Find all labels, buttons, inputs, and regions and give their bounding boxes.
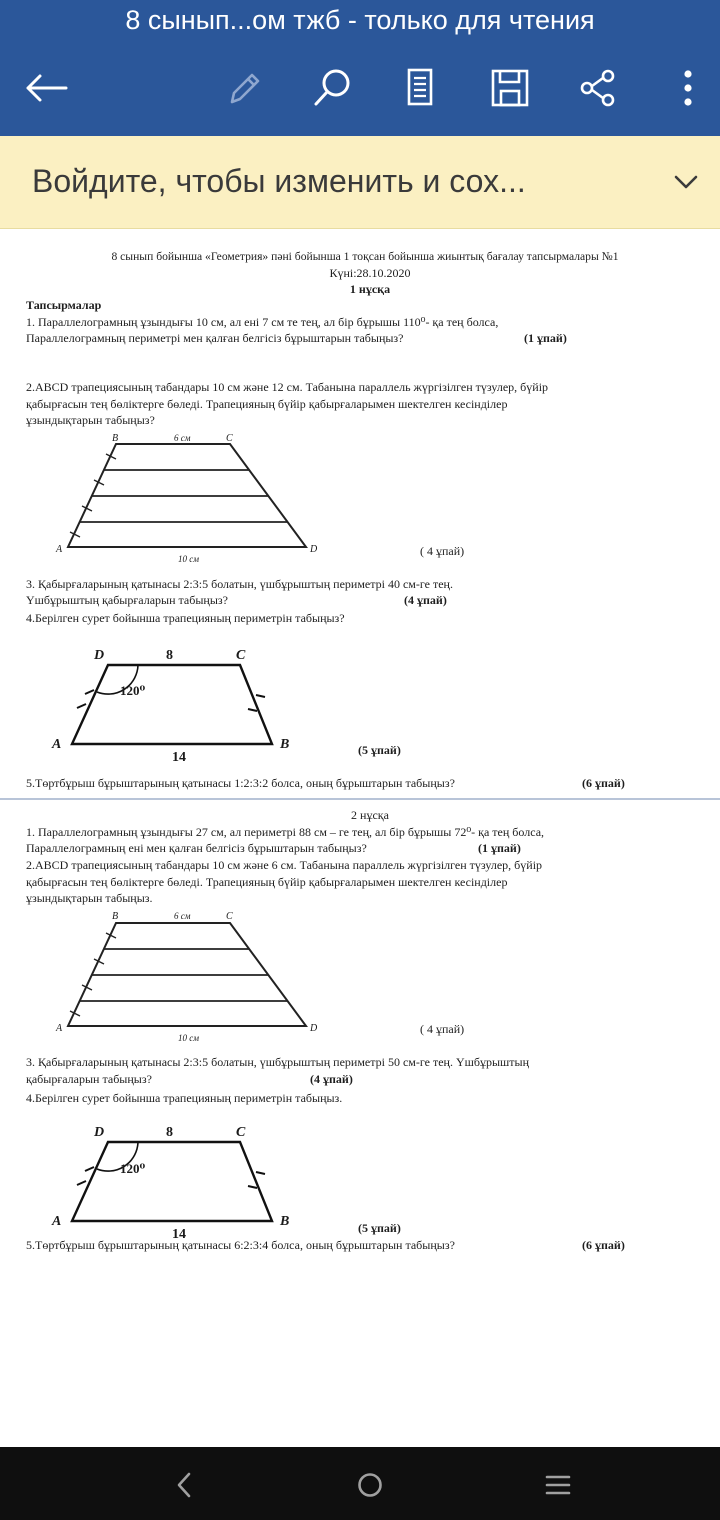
v2-fig2-label-c: C [236,1125,246,1140]
v1-q2-line2: қабырғасын тең бөліктерге бөледі. Трапецияның бүйір қабырғаларымен шектелген кесінділер [26,397,508,411]
reading-view-icon[interactable] [394,62,446,114]
v2-q3-line2: қабырғаларын табыңыз? [26,1072,152,1086]
v1-fig1-label-d: D [310,544,318,555]
v2-fig1-bottom-base: 10 см [178,1033,199,1043]
system-nav-bar [0,1447,720,1520]
v1-q1-line2: Параллелограмның периметрі мен қалған белгісіз бұрыштарын табыңыз? [26,331,404,345]
v1-q1-line1: 1. Параллелограмның ұзындығы 10 см, ал ені 7 см те тең, ал бір бұрышы 110⁰- қа тең болса, [26,315,499,329]
sign-in-banner[interactable] [0,136,720,229]
v1-q3-points: (4 ұпай) [404,593,447,607]
v1-q4-points: (5 ұпай) [358,743,401,757]
v1-q2-line3: ұзындықтарын табыңыз? [26,413,155,427]
pencil-icon [218,62,270,114]
v1-fig1-label-c: C [226,433,233,444]
v2-fig1-label-a: A [56,1023,63,1034]
v1-q5: 5.Төртбұрыш бұрыштарының қатынасы 1:2:3:2 болса, оның бұрыштарын табыңыз? [26,776,455,790]
v1-fig2-label-c: C [236,648,246,663]
nav-back-icon[interactable] [162,1463,206,1507]
v1-fig2-label-a: A [52,737,62,752]
v2-fig2-angle: 120⁰ [120,1161,146,1176]
v2-fig1-label-c: C [226,911,233,922]
v2-q5-points: (6 ұпай) [582,1238,625,1252]
v1-q1-points: (1 ұпай) [524,331,567,345]
v1-fig2-angle: 120⁰ [120,683,146,698]
banner-text: Войдите, чтобы изменить и сох... [32,163,526,199]
v2-q2-line2: қабырғасын тең бөліктерге бөледі. Трапецияның бүйір қабырғаларымен шектелген кесінділер [26,875,508,889]
v1-q3-line2: Үшбұрыштың қабырғаларын табыңыз? [26,593,228,607]
v2-q5: 5.Төртбұрыш бұрыштарының қатынасы 6:2:3:4 болса, оның бұрыштарын табыңыз? [26,1238,455,1252]
v2-q2-line1: 2.ABCD трапециясының табандары 10 см және 6 см. Табанына параллель жүргізілген түзулер, бүйір [26,858,543,872]
back-arrow-icon[interactable] [20,62,72,114]
v2-q4: 4.Берілген сурет бойынша трапецияның периметрін табыңыз. [26,1091,343,1105]
variant2-title: 2 нұсқа [351,808,389,822]
v2-q4-points: (5 ұпай) [358,1221,401,1235]
v2-q3-line1: 3. Қабырғаларының қатынасы 2:3:5 болатын, үшбұрыштың периметрі 50 см-ге тең. Үшбұрыштың [26,1055,530,1069]
v2-q1-line2: Параллелограмның ені мен қалған белгісіз бұрыштарын табыңыз? [26,841,367,855]
v1-fig1-label-a: A [56,544,63,555]
v1-q5-points: (6 ұпай) [582,776,625,790]
doc-date: Күні:28.10.2020 [329,266,411,280]
search-icon[interactable] [306,62,358,114]
v2-fig1-label-b: B [112,911,119,922]
page-divider [0,798,720,800]
v1-fig1-label-b: B [112,433,119,444]
app-toolbar [0,0,720,136]
v1-q4: 4.Берілген сурет бойынша трапецияның периметрін табыңыз? [26,611,345,625]
window-title: 8 сынып...ом тжб - только для чтения [125,5,595,35]
v1-q2-line1: 2.ABCD трапециясының табандары 10 см және 12 см. Табанына параллель жүргізілген түзулер, бүйір [26,380,549,394]
document-page[interactable] [0,229,720,1447]
v1-fig2-label-b: B [280,737,290,752]
nav-recents-icon[interactable] [536,1463,580,1507]
save-icon[interactable] [484,62,536,114]
v1-q3-line1: 3. Қабырғаларының қатынасы 2:3:5 болатын, үшбұрыштың периметрі 40 см-ге тең. [26,577,453,591]
v2-q3-points: (4 ұпай) [310,1072,353,1086]
v1-fig2-bottom-length: 14 [172,750,186,765]
more-icon[interactable] [662,62,714,114]
v2-q1-line1: 1. Параллелограмның ұзындығы 27 см, ал периметрі 88 см – ге тең, ал бір бұрышы 72⁰- қа тең болса, [26,825,545,839]
v1-fig1-top-base: 6 см [174,433,191,443]
chevron-down-icon[interactable] [664,164,708,200]
doc-header-line: 8 сынып бойынша «Геометрия» пәні бойынша 1 тоқсан бойынша жиынтық бағалау тапсырмалары №1 [111,250,619,263]
v2-fig2-label-d: D [94,1125,105,1140]
v2-q2-line3: ұзындықтарын табыңыз. [26,891,153,905]
v2-fig2-top-length: 8 [166,1125,173,1140]
v1-fig2-label-d: D [94,648,105,663]
v2-q1-points: (1 ұпай) [478,841,521,855]
v2-fig2-label-a: A [52,1214,62,1229]
v2-fig1-top-base: 6 см [174,911,191,921]
v2-fig2-label-b: B [280,1214,290,1229]
v2-q2-points: ( 4 ұпай) [420,1022,465,1036]
tasks-heading: Тапсырмалар [26,298,102,312]
v2-fig1-label-d: D [310,1023,318,1034]
v1-fig1-bottom-base: 10 см [178,554,199,564]
nav-home-icon[interactable] [348,1463,392,1507]
v1-q2-points: ( 4 ұпай) [420,544,465,558]
v1-fig2-top-length: 8 [166,648,173,663]
v2-fig2-bottom-length: 14 [172,1227,186,1242]
share-icon[interactable] [572,62,624,114]
variant1-title: 1 нұсқа [349,282,391,296]
